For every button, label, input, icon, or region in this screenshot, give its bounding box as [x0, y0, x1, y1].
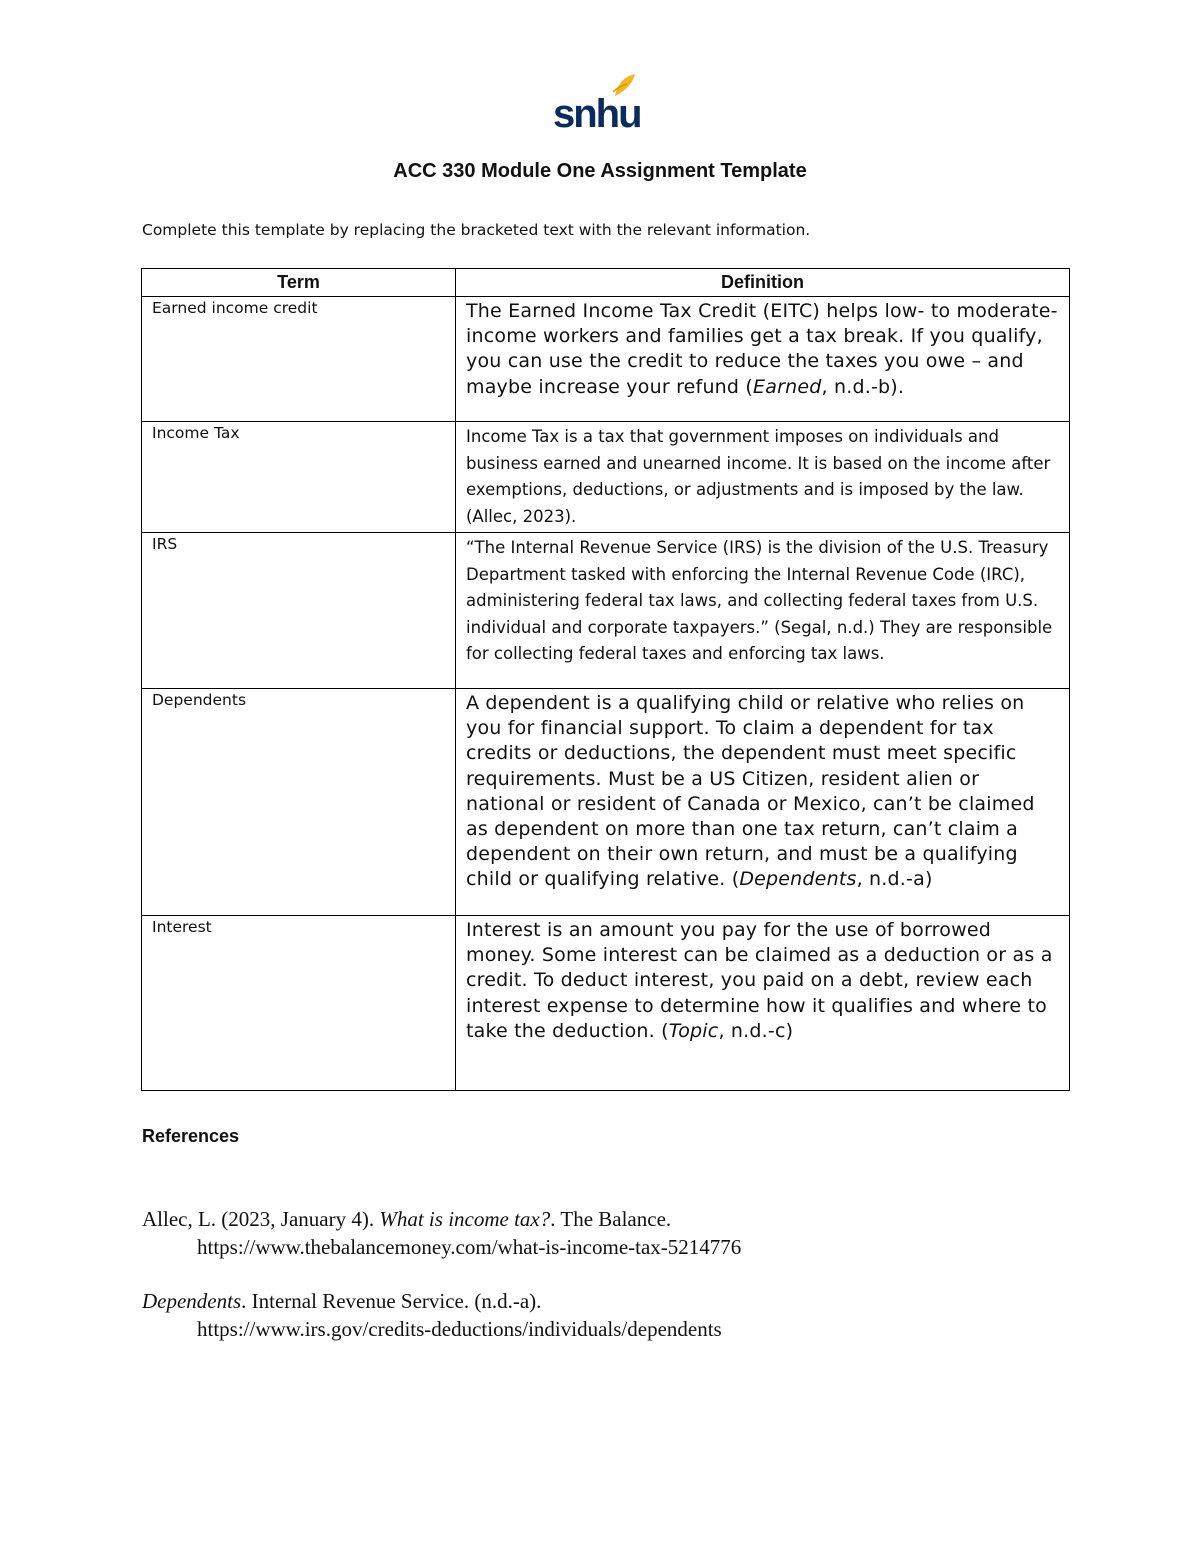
- table-row: [142, 533, 1070, 689]
- page-title: ACC 330 Module One Assignment Template: [393, 160, 807, 182]
- table-row: [142, 916, 1070, 1091]
- reference-url[interactable]: https://www.thebalancemoney.com/what-is-income-tax-5214776: [197, 1235, 742, 1259]
- definition-cell: Interest is an amount you pay for the use of borrowed money. Some interest can be claimed as a deduction or as a credit. To deduct interest, you paid on a debt, review each interest expense to determine how it qualifies and where to take the deduction. (Topic, n.d.-c): [456, 916, 1070, 1091]
- term-cell: IRS: [142, 533, 456, 689]
- table-row: [142, 297, 1070, 422]
- references-heading: References: [142, 1126, 240, 1146]
- term-cell: Interest: [142, 916, 456, 1091]
- terms-table: [141, 268, 1070, 1091]
- header-definition: Definition: [456, 269, 1070, 297]
- term-cell: Earned income credit: [142, 297, 456, 422]
- definition-cell: A dependent is a qualifying child or relative who relies on you for financial support. To claim a dependent for tax credits or deductions, the dependent must meet specific requirements. Must be a US Citizen, resident alien or national or resident of Canada or Mexico, can’t be claimed as dependent on more than one tax return, can’t claim a dependent on their own return, and must be a qualifying child or qualifying relative. (Dependents, n.d.-a): [456, 689, 1070, 916]
- header-term: Term: [142, 269, 456, 297]
- definition-cell: “The Internal Revenue Service (IRS) is the division of the U.S. Treasury Department tasked with enforcing the Internal Revenue Code (IRC), administering federal tax laws, and collecting federal taxes from U.S. individual and corporate taxpayers.” (Segal, n.d.) They are responsible for collecting federal taxes and enforcing tax laws.: [456, 533, 1070, 689]
- reference-url[interactable]: https://www.irs.gov/credits-deductions/individuals/dependents: [197, 1317, 722, 1341]
- reference-entry: Allec, L. (2023, January 4). What is income tax?. The Balance. https://www.thebalancemoney.com/what-is-income-tax-5214776: [142, 1205, 1042, 1261]
- snhu-logo: [553, 72, 643, 134]
- table-row: [142, 422, 1070, 533]
- definition-cell: The Earned Income Tax Credit (EITC) helps low- to moderate-income workers and families get a tax break. If you qualify, you can use the credit to reduce the taxes you owe – and maybe increase your refund (Earned, n.d.-b).: [456, 297, 1070, 422]
- term-cell: Dependents: [142, 689, 456, 916]
- table-header-row: [142, 269, 1070, 297]
- instructions-text: Complete this template by replacing the bracketed text with the relevant information.: [142, 221, 811, 239]
- table-row: [142, 689, 1070, 916]
- term-cell: Income Tax: [142, 422, 456, 533]
- definition-cell: Income Tax is a tax that government imposes on individuals and business earned and unearned income. It is based on the income after exemptions, deductions, or adjustments and is imposed by the law. (Allec, 2023).: [456, 422, 1070, 533]
- logo-wordmark: snhu: [553, 92, 641, 136]
- reference-entry: Dependents. Internal Revenue Service. (n.d.-a). https://www.irs.gov/credits-deductions/individuals/dependents: [142, 1287, 1042, 1343]
